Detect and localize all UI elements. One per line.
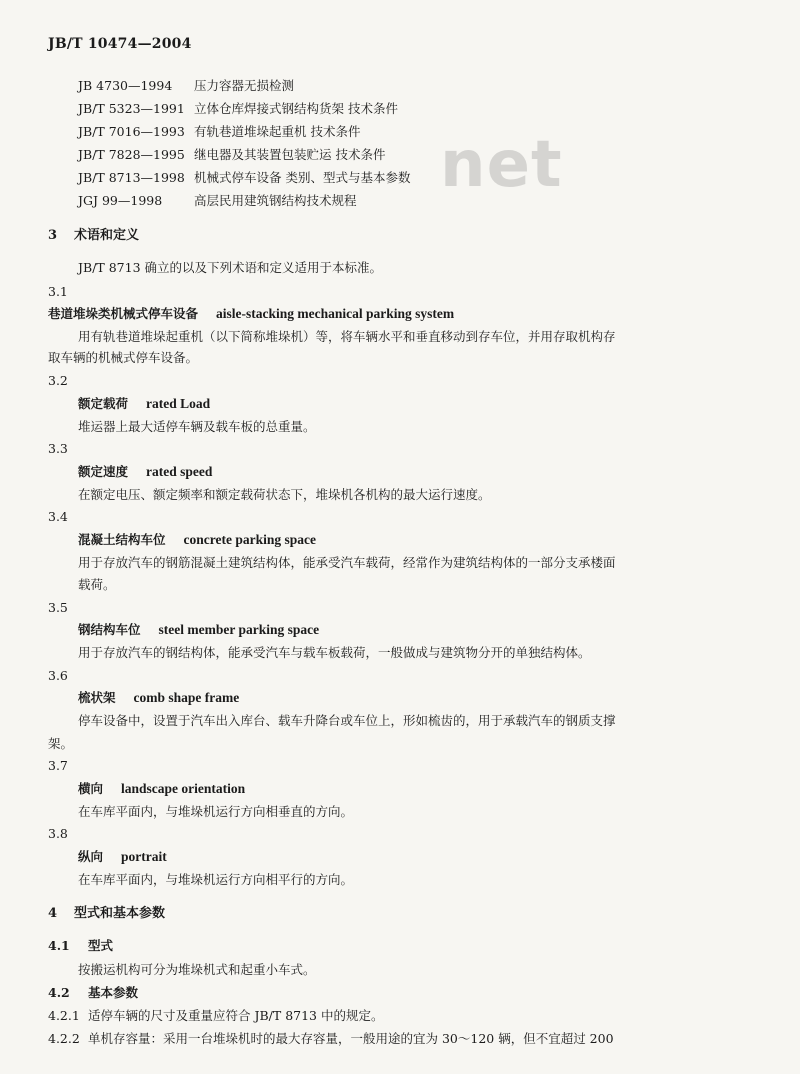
definition-text: 停车设备中，设置于汽车出入库台、载车升降台或车位上，形如梳齿的，用于承载汽车的钢质支撑 <box>78 713 616 728</box>
subsection-heading: 4.2 基本参数 <box>48 985 139 1000</box>
clause-number: 3.3 <box>48 441 68 456</box>
reference-item: JB 4730—1994 压力容器无损检测 <box>78 78 295 93</box>
watermark: net <box>440 128 563 202</box>
definition-text: 用有轨巷道堆垛起重机（以下简称堆垛机）等，将车辆水平和垂直移动到存车位，并用存取机构存 <box>78 329 616 344</box>
reference-item: JB/T 8713—1998 机械式停车设备 类别、型式与基本参数 <box>78 170 411 185</box>
clause-number: 3.6 <box>48 668 68 683</box>
definition-text: 堆运器上最大适停车辆及载车板的总重量。 <box>78 419 316 434</box>
term-heading: 混凝土结构车位 concrete parking space <box>78 532 316 547</box>
clause-number: 3.2 <box>48 373 68 388</box>
term-heading: 额定载荷 rated Load <box>78 396 211 411</box>
clause-number: 3.5 <box>48 600 68 615</box>
definition-text: 在车库平面内，与堆垛机运行方向相平行的方向。 <box>78 872 354 887</box>
definition-text: 用于存放汽车的钢筋混凝土建筑结构体，能承受汽车载荷，经常作为建筑结构体的一部分支承楼面 <box>78 555 616 570</box>
definition-text: 用于存放汽车的钢结构体，能承受汽车与载车板载荷，一般做成与建筑物分开的单独结构体。 <box>78 645 591 660</box>
section-intro: JB/T 8713 确立的以及下列术语和定义适用于本标准。 <box>78 260 383 275</box>
term-heading: 额定速度 rated speed <box>78 464 213 479</box>
term-heading: 纵向 portrait <box>78 849 167 864</box>
definition-text: 载荷。 <box>78 577 116 592</box>
reference-item: JB/T 5323—1991 立体仓库焊接式钢结构货架 技术条件 <box>78 101 398 116</box>
reference-item: JGJ 99—1998 高层民用建筑钢结构技术规程 <box>78 193 357 208</box>
subsection-text: 按搬运机构可分为堆垛机式和起重小车式。 <box>78 962 316 977</box>
definition-text: 在额定电压、额定频率和额定载荷状态下，堆垛机各机构的最大运行速度。 <box>78 487 491 502</box>
clause-number: 3.4 <box>48 509 68 524</box>
clause-number: 3.8 <box>48 826 68 841</box>
definition-text: 架。 <box>48 736 74 751</box>
clause-number: 3.1 <box>48 284 68 299</box>
section-heading: 3 术语和定义 <box>48 228 140 243</box>
definition-text: 在车库平面内，与堆垛机运行方向相垂直的方向。 <box>78 804 354 819</box>
clause-text: 4.2.2 单机存容量：采用一台堆垛机时的最大存容量，一般用途的宜为 30～120 辆，但不宜超过 200 <box>48 1031 614 1046</box>
section-heading: 4 型式和基本参数 <box>48 906 166 921</box>
definition-text: 取车辆的机械式停车设备。 <box>48 350 199 365</box>
reference-item: JB/T 7016—1993 有轨巷道堆垛起重机 技术条件 <box>78 124 361 139</box>
term-heading: 横向 landscape orientation <box>78 781 246 796</box>
clause-number: 3.7 <box>48 758 68 773</box>
term-heading: 钢结构车位 steel member parking space <box>78 622 320 637</box>
subsection-heading: 4.1 型式 <box>48 938 114 953</box>
reference-item: JB/T 7828—1995 继电器及其装置包装贮运 技术条件 <box>78 147 386 162</box>
clause-text: 4.2.1 适停车辆的尺寸及重量应符合 JB/T 8713 中的规定。 <box>48 1008 384 1023</box>
term-heading: 梳状架 comb shape frame <box>78 690 240 705</box>
standard-number-header: JB/T 10474—2004 <box>48 36 192 52</box>
term-heading: 巷道堆垛类机械式停车设备 aisle-stacking mechanical parking system <box>48 306 455 321</box>
